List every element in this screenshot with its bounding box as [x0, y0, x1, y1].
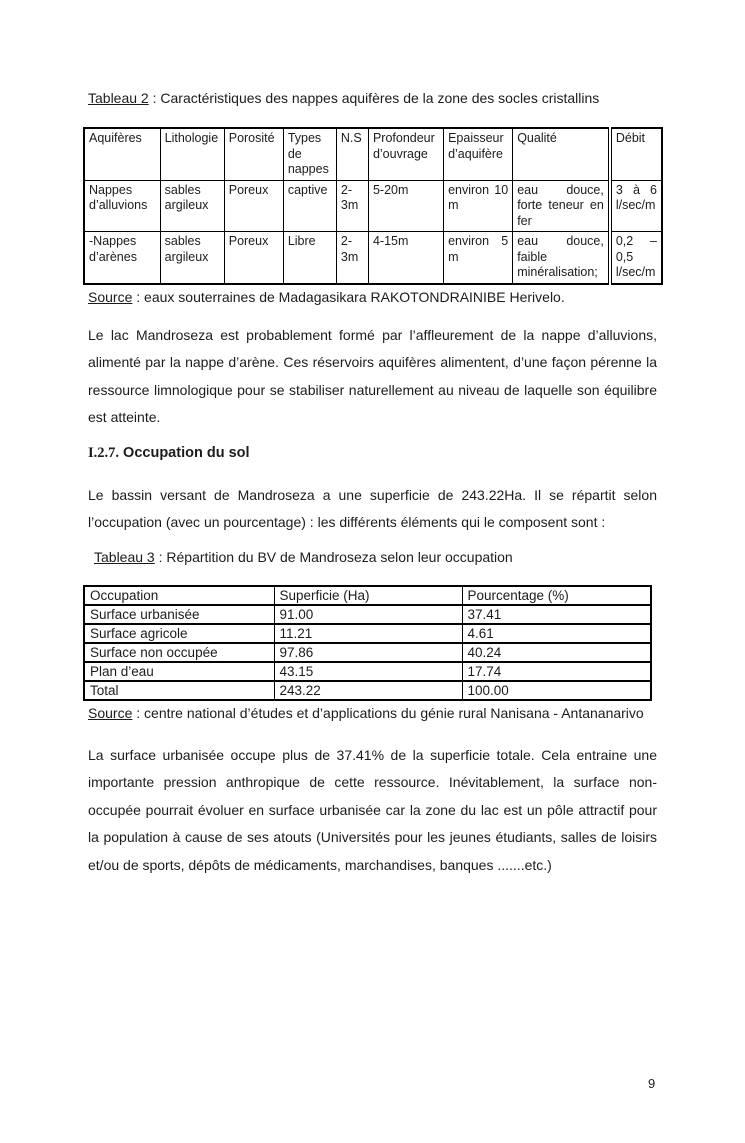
- column-header: Superficie (Ha): [274, 586, 462, 605]
- column-header: Lithologie: [160, 128, 224, 180]
- land-occupation-table: [83, 585, 652, 701]
- table-cell: sables argileux: [160, 232, 224, 284]
- column-header: Débit: [610, 128, 662, 180]
- table-cell: Poreux: [224, 180, 283, 232]
- table-cell: Poreux: [224, 232, 283, 284]
- table-cell: Surface urbanisée: [84, 605, 274, 624]
- column-header: Porosité: [224, 128, 283, 180]
- table-cell: 4.61: [462, 624, 651, 643]
- table-cell: 37.41: [462, 605, 651, 624]
- table3-caption-label: Tableau 3: [94, 548, 155, 565]
- paragraph-lake-formation: Le lac Mandroseza est probablement formé par l’affleurement de la nappe d’alluvions, alimenté par la nappe d’arène. Ces réservoirs aquifères alimentent, d’une façon pérenne la ressource limnologique pour se stabiliser naturellement au niveau de laquelle son équilibre est atteinte.: [88, 326, 657, 425]
- table-cell: sables argileux: [160, 180, 224, 232]
- table-row: [84, 605, 651, 624]
- paragraph-basin-area: Le bassin versant de Mandroseza a une superficie de 243.22Ha. Il se répartit selon l’occupation (avec un pourcentage) : les différents éléments qui le composent sont :: [88, 486, 657, 530]
- table-row: [84, 643, 651, 662]
- table-cell: 43.15: [274, 662, 462, 681]
- table-row: [84, 681, 651, 700]
- table-cell: 2-3m: [336, 180, 368, 232]
- table-row: [84, 180, 662, 232]
- source-text: : eaux souterraines de Madagasikara RAKOTONDRAINIBE Herivelo.: [132, 288, 565, 305]
- table-cell: 243.22: [274, 681, 462, 700]
- table3-source: [88, 705, 657, 721]
- table-cell: Total: [84, 681, 274, 700]
- table-cell: Surface agricole: [84, 624, 274, 643]
- source-label: Source: [88, 288, 133, 305]
- table-row: [84, 662, 651, 681]
- section-heading: [88, 444, 657, 462]
- table-cell: 3 à 6 l/sec/m: [610, 180, 662, 232]
- table2-caption-label: Tableau 2: [88, 90, 149, 106]
- page-number: 9: [648, 1076, 656, 1091]
- table2-source: [88, 289, 657, 305]
- column-header: Occupation: [84, 586, 274, 605]
- document-page: [0, 90, 745, 879]
- table-cell: environ 5 m: [444, 232, 513, 284]
- table-cell: 97.86: [274, 643, 462, 662]
- paragraph-urban-surface: La surface urbanisée occupe plus de 37.41% de la superficie totale. Cela entraine une importante pression anthropique de cette ressource. Inévitablement, la surface non-occupée pourrait évoluer en surface urbanisée car la zone du lac est un pôle attractif pour la population à cause de ses atouts (Universités pour les jeunes étudiants, salles de loisirs et/ou de sports, dépôts de médicaments, marchandises, banques .......etc.): [88, 746, 657, 873]
- table-cell: captive: [283, 180, 336, 232]
- table3-caption: [88, 549, 657, 565]
- table-cell: -Nappes d’arènes: [84, 232, 160, 284]
- table-cell: environ 10 m: [444, 180, 513, 232]
- table-cell: 4-15m: [368, 232, 443, 284]
- table-cell: eau douce, forte teneur en fer: [513, 180, 610, 232]
- column-header: Profondeur d’ouvrage: [368, 128, 443, 180]
- table-cell: 40.24: [462, 643, 651, 662]
- table2-caption: [88, 90, 657, 106]
- table-cell: 2-3m: [336, 232, 368, 284]
- table-row: [84, 624, 651, 643]
- table-cell: 100.00: [462, 681, 651, 700]
- table-cell: Plan d’eau: [84, 662, 274, 681]
- table-cell: 0,2 – 0,5 l/sec/m: [610, 232, 662, 284]
- table-header-row: [84, 128, 662, 180]
- table-cell: 17.74: [462, 662, 651, 681]
- section-number: I.2.7.: [88, 444, 120, 461]
- column-header: Qualité: [513, 128, 610, 180]
- column-header: Types de nappes: [283, 128, 336, 180]
- section-title: Occupation du sol: [119, 444, 250, 461]
- table-cell: Libre: [283, 232, 336, 284]
- aquifer-characteristics-table: [83, 127, 663, 285]
- source-label: Source: [88, 704, 133, 721]
- table-cell: 11.21: [274, 624, 462, 643]
- table-header-row: [84, 586, 651, 605]
- source-text: : centre national d’études et d’applications du génie rural Nanisana - Antananarivo: [132, 704, 644, 721]
- column-header: N.S: [336, 128, 368, 180]
- column-header: Epaisseur d’aquifère: [444, 128, 513, 180]
- table-cell: 91.00: [274, 605, 462, 624]
- table3-caption-text: : Répartition du BV de Mandroseza selon leur occupation: [154, 548, 513, 565]
- column-header: Pourcentage (%): [462, 586, 651, 605]
- table-cell: eau douce, faible minéralisation;: [513, 232, 610, 284]
- table-cell: Nappes d’alluvions: [84, 180, 160, 232]
- table-cell: Surface non occupée: [84, 643, 274, 662]
- column-header: Aquifères: [84, 128, 160, 180]
- table2-caption-text: : Caractéristiques des nappes aquifères de la zone des socles cristallins: [148, 90, 600, 106]
- table-row: [84, 232, 662, 284]
- table-cell: 5-20m: [368, 180, 443, 232]
